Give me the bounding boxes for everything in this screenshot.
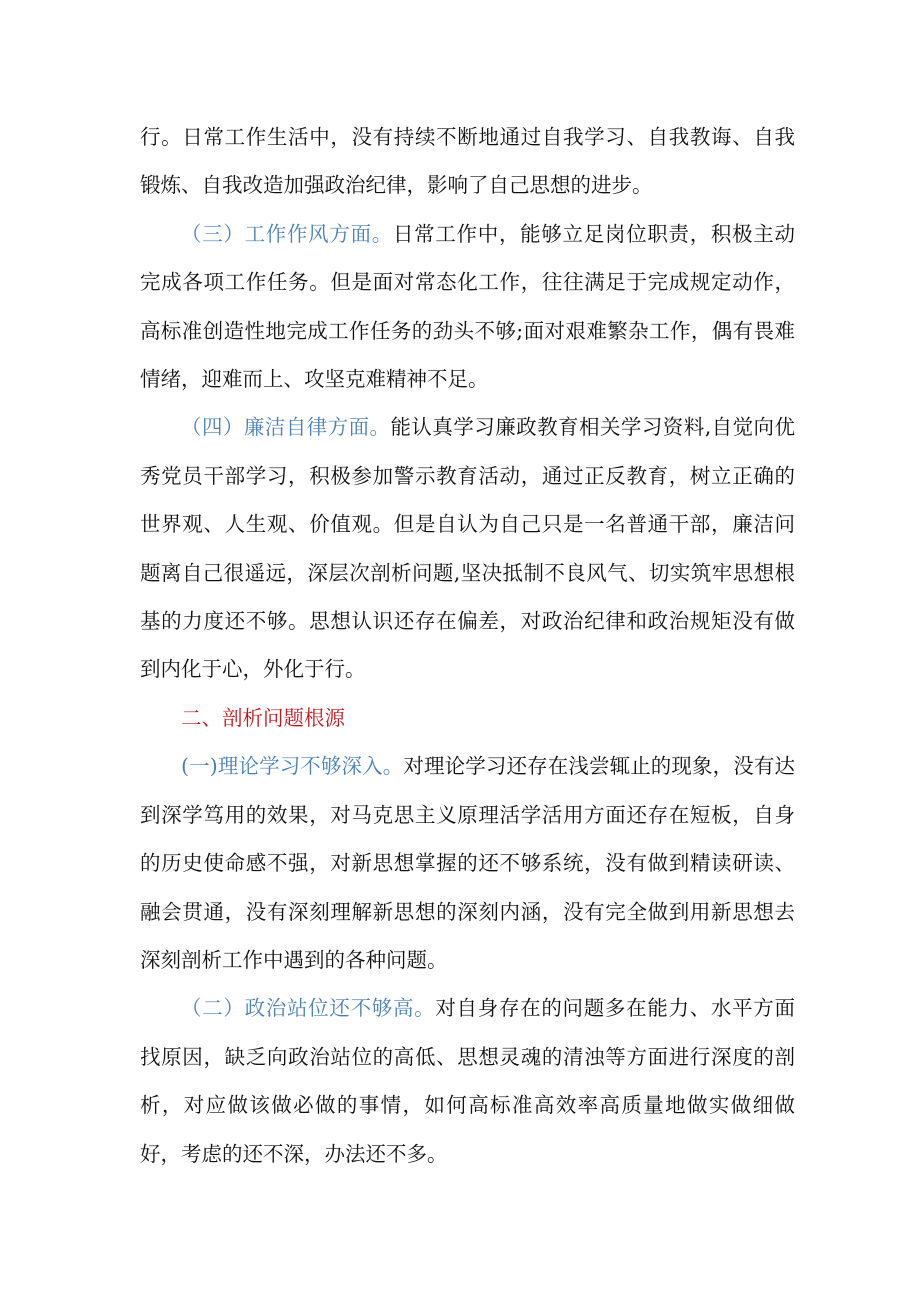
paragraph-text: 日常工作中，能够立足岗位职责，积极主动完成各项工作任务。但是面对常态化工作，往往满足于完成规定动作，高标准创造性地完成工作任务的劲头不够;面对艰难繁杂工作，偶有畏难情绪，迎难而上、攻坚克难精神不足。 bbox=[140, 221, 796, 392]
section-heading-root-causes: 二、剖析问题根源 bbox=[181, 705, 345, 730]
paragraph-text: 能认真学习廉政教育相关学习资料,自觉向优秀党员干部学习，积极参加警示教育活动，通过正反教育，树立正确的世界观、人生观、价值观。但是自认为自己只是一名普通干部，廉洁问题离自己很遥远，深层次剖析问题,坚决抵制不良风气、切实筑牢思想根基的力度还不够。思想认识还存在偏差，对政治纪律和政治规矩没有做到内化于心，外化于行。 bbox=[140, 415, 796, 682]
paragraph-integrity bbox=[140, 403, 795, 693]
subheading-political-stance: （二）政治站位还不够高。 bbox=[181, 996, 436, 1021]
paragraph-continuation bbox=[140, 113, 795, 210]
paragraph-work-style bbox=[140, 210, 795, 404]
paragraph-theory-study bbox=[140, 742, 795, 984]
paragraph-political-stance bbox=[140, 984, 795, 1178]
document-page bbox=[140, 113, 795, 1178]
subheading-integrity: （四）廉洁自律方面。 bbox=[181, 415, 391, 440]
subheading-theory-study: (一)理论学习不够深入。 bbox=[181, 754, 404, 779]
paragraph-text: 行。日常工作生活中，没有持续不断地通过自我学习、自我教诲、自我锻炼、自我改造加强政治纪律，影响了自己思想的进步。 bbox=[140, 125, 795, 198]
paragraph-text: 对自身存在的问题多在能力、水平方面找原因，缺乏向政治站位的高低、思想灵魂的清浊等方面进行深度的剖析，对应做该做必做的事情，如何高标准高效率高质量地做实做细做好，考虑的还不深，办法还不多。 bbox=[140, 996, 796, 1166]
paragraph-text: 对理论学习还存在浅尝辄止的现象，没有达到深学笃用的效果，对马克思主义原理活学活用方面还存在短板，自身的历史使命感不强，对新思想掌握的还不够系统，没有做到精读研读、融会贯通，没有深刻理解新思想的深刻内涵，没有完全做到用新思想去深刻剖析工作中遇到的各种问题。 bbox=[140, 754, 796, 972]
subheading-work-style: （三）工作作风方面。 bbox=[181, 221, 393, 246]
